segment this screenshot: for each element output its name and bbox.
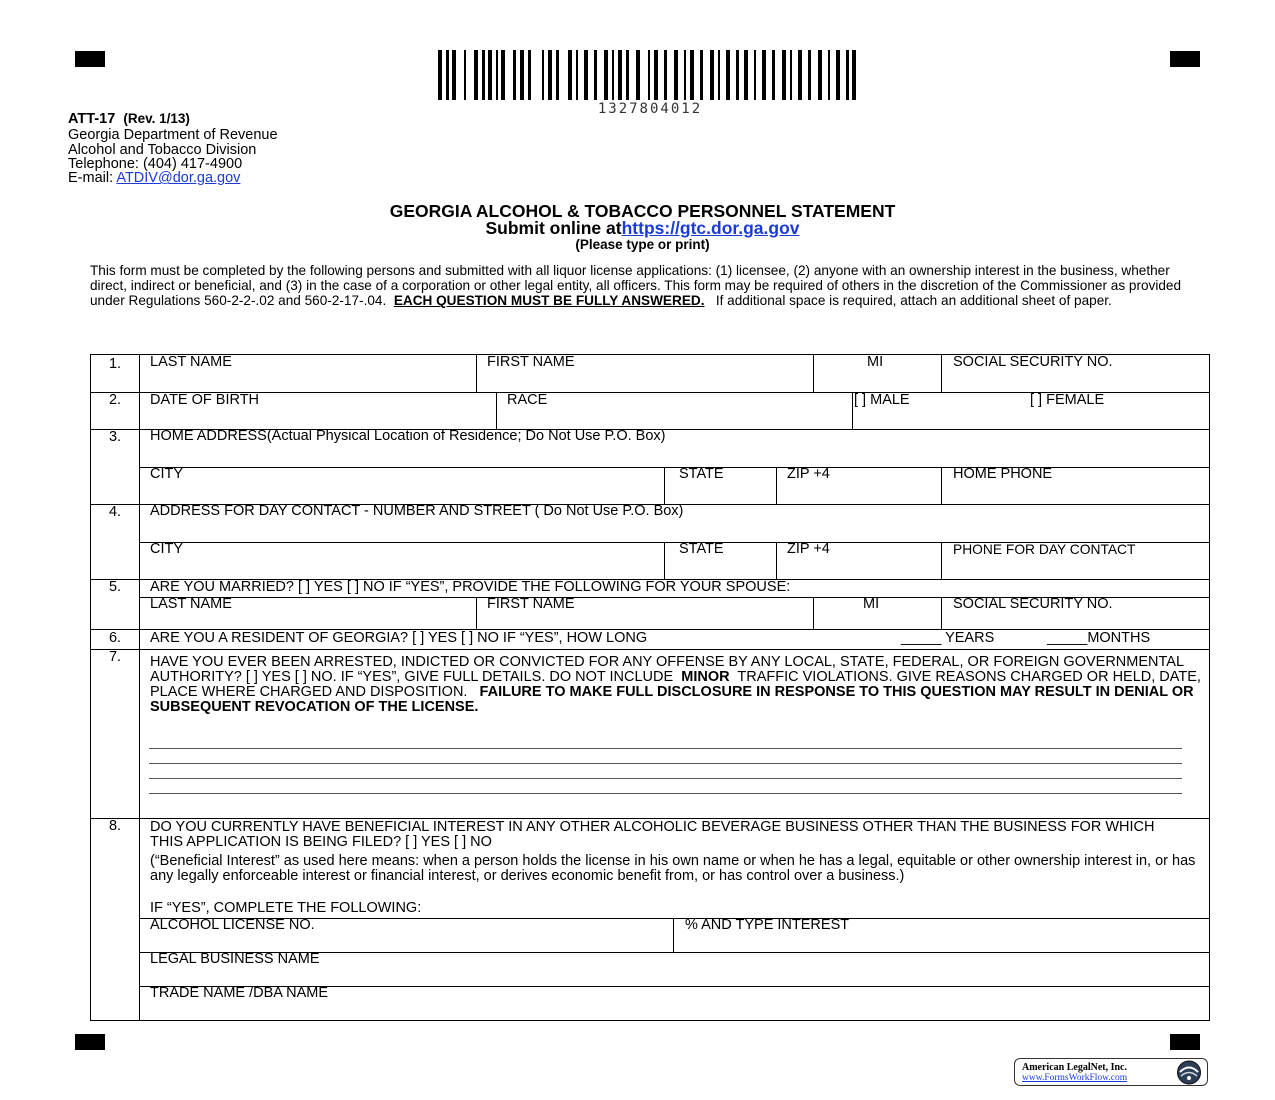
- day-state-field[interactable]: [665, 542, 776, 579]
- agency-division: Alcohol and Tobacco Division: [68, 141, 257, 158]
- day-city-label: CITY: [150, 541, 184, 557]
- day-city-field[interactable]: [140, 542, 664, 579]
- interest-type-label: % AND TYPE INTEREST: [685, 917, 850, 933]
- spouse-mi-label: MI: [863, 596, 880, 612]
- section-4-number: 4.: [108, 504, 122, 520]
- ssn-label: SOCIAL SECURITY NO.: [953, 354, 1113, 370]
- married-question[interactable]: ARE YOU MARRIED? [ ] YES [ ] NO IF “YES”, PROVIDE THE FOLLOWING FOR YOUR SPOUSE:: [150, 579, 791, 595]
- resident-months-field[interactable]: _____MONTHS: [1047, 630, 1151, 646]
- section-5-number: 5.: [108, 579, 122, 595]
- submit-url-link[interactable]: https://gtc.dor.ga.gov: [621, 218, 800, 238]
- email-label: E-mail:: [68, 170, 114, 187]
- home-state-label: STATE: [679, 466, 724, 482]
- home-state-field[interactable]: [665, 467, 776, 504]
- home-city-label: CITY: [150, 466, 184, 482]
- day-zip-field[interactable]: [777, 542, 941, 579]
- submit-label: Submit online at: [485, 218, 622, 238]
- interest-type-field[interactable]: [674, 918, 1209, 952]
- globe-logo-icon: [1173, 1060, 1205, 1085]
- arrest-details-line[interactable]: [149, 793, 1182, 794]
- home-zip-field[interactable]: [777, 467, 941, 504]
- type-note: (Please type or print): [575, 237, 710, 252]
- day-phone-field[interactable]: [942, 542, 1209, 579]
- section-2-number: 2.: [108, 392, 122, 408]
- legal-business-name-field[interactable]: [140, 952, 1209, 986]
- intro-tail: If additional space is required, attach an additional sheet of paper.: [715, 293, 1112, 309]
- trade-name-field[interactable]: [140, 986, 1209, 1020]
- home-phone-label: HOME PHONE: [953, 466, 1053, 482]
- day-state-label: STATE: [679, 541, 724, 557]
- home-address-field[interactable]: [140, 429, 1209, 467]
- last-name-field[interactable]: [140, 355, 476, 392]
- date-of-birth-label: DATE OF BIRTH: [150, 392, 260, 408]
- barcode-number: 1327804012: [597, 101, 703, 117]
- middle-initial-field[interactable]: [814, 355, 941, 392]
- home-zip-label: ZIP +4: [787, 466, 830, 482]
- submit-online: [0, 219, 1275, 238]
- day-address-label: ADDRESS FOR DAY CONTACT - NUMBER AND STREET ( Do Not Use P.O. Box): [150, 503, 684, 519]
- spouse-first-name-label: FIRST NAME: [487, 596, 575, 612]
- male-checkbox[interactable]: [ ] MALE: [854, 392, 910, 408]
- barcode: [438, 50, 858, 102]
- arrest-question-tail: TRAFFIC VIOLATIONS. GIVE REASONS CHARGED OR HELD, DATE, PLACE WHERE CHARGED AND DISPOSITION.: [150, 669, 1201, 700]
- middle-initial-label: MI: [867, 354, 884, 370]
- intro-text: This form must be completed by the following persons and submitted with all liquor license applications: (1) licensee, (2) anyone with an ownership interest in the business, whether direct, indirect or beneficial, and (3) in the case of a corporation or other legal entity, all officers. This form may be required of others in the discretion of the Commissioner as provided under Regulations 560-2-2-.02 and 560-2-17-.04.: [90, 263, 1182, 309]
- agency-header: [68, 112, 278, 185]
- spouse-first-name-field[interactable]: [477, 597, 813, 629]
- agency-name: Georgia Department of Revenue: [68, 127, 278, 144]
- race-field[interactable]: [497, 392, 852, 429]
- section-6-number: 6.: [108, 630, 122, 646]
- race-label: RACE: [507, 392, 548, 408]
- day-address-field[interactable]: [140, 504, 1209, 542]
- arrest-question[interactable]: [150, 655, 1212, 715]
- section-8-number: 8.: [108, 818, 122, 834]
- agency-telephone: Telephone: (404) 417-4900: [68, 155, 243, 172]
- arrest-details-line[interactable]: [149, 778, 1182, 779]
- day-zip-label: ZIP +4: [787, 541, 830, 557]
- spouse-last-name-field[interactable]: [140, 597, 476, 629]
- resident-years-field[interactable]: _____ YEARS: [901, 630, 995, 646]
- arrest-details-line[interactable]: [149, 763, 1182, 764]
- form-title: GEORGIA ALCOHOL & TOBACCO PERSONNEL STATEMENT: [389, 201, 896, 221]
- form-revision: (Rev. 1/13): [123, 111, 190, 126]
- beneficial-interest-question[interactable]: DO YOU CURRENTLY HAVE BENEFICIAL INTEREST IN ANY OTHER ALCOHOLIC BEVERAGE BUSINESS OTHER THAN THE BUSINESS FOR WHICH THIS APPLICATION IS BEING FILED? [ ] YES [ ] NO: [150, 819, 1155, 850]
- intro-emphasis: EACH QUESTION MUST BE FULLY ANSWERED.: [393, 293, 705, 309]
- arrest-question-text: HAVE YOU EVER BEEN ARRESTED, INDICTED OR CONVICTED FOR ANY OFFENSE BY ANY LOCAL, STATE, FEDERAL, OR FOREIGN GOVERNMENTAL AUTHORITY? [ ] YES [ ] NO. IF “YES”, GIVE FULL DETAILS. DO NOT INCLUDE: [150, 654, 1184, 685]
- spouse-mi-field[interactable]: [814, 597, 941, 629]
- section-1-number: 1.: [108, 356, 122, 372]
- forms-workflow-badge[interactable]: [1014, 1058, 1208, 1086]
- section-3-number: 3.: [108, 429, 122, 445]
- arrest-minor: MINOR: [681, 669, 730, 685]
- if-yes-instruction: IF “YES”, COMPLETE THE FOLLOWING:: [150, 900, 422, 916]
- home-address-label: HOME ADDRESS(Actual Physical Location of Residence; Do Not Use P.O. Box): [150, 428, 666, 444]
- registration-mark-top-left: [75, 51, 105, 67]
- alcohol-license-no-field[interactable]: [140, 918, 673, 952]
- ssn-field[interactable]: [942, 355, 1209, 392]
- female-checkbox[interactable]: [ ] FEMALE: [1030, 392, 1105, 408]
- spouse-last-name-label: LAST NAME: [150, 596, 232, 612]
- personnel-form: [90, 354, 1210, 1021]
- form-id: ATT-17: [68, 111, 116, 127]
- beneficial-interest-definition: (“Beneficial Interest” as used here means: when a person holds the license in his own name or when he has a legal, equitable or other ownership interest in, or has any legally enforceable interest or financial interest, or derives economic benefit from, or has control over a business.): [150, 853, 1196, 884]
- footer-website[interactable]: www.FormsWorkFlow.com: [1022, 1073, 1128, 1083]
- resident-question[interactable]: ARE YOU A RESIDENT OF GEORGIA? [ ] YES [ ] NO IF “YES”, HOW LONG: [150, 630, 648, 646]
- spouse-ssn-field[interactable]: [942, 597, 1209, 629]
- email-link[interactable]: ATDIV@dor.ga.gov: [116, 170, 241, 187]
- arrest-details-line[interactable]: [149, 748, 1182, 749]
- spouse-ssn-label: SOCIAL SECURITY NO.: [953, 596, 1113, 612]
- last-name-label: LAST NAME: [150, 354, 232, 370]
- trade-name-label: TRADE NAME /DBA NAME: [150, 985, 329, 1001]
- footer-company: American LegalNet, Inc.: [1022, 1062, 1127, 1073]
- registration-mark-top-right: [1170, 51, 1200, 67]
- first-name-label: FIRST NAME: [487, 354, 575, 370]
- arrest-warning: FAILURE TO MAKE FULL DISCLOSURE IN RESPONSE TO THIS QUESTION MAY RESULT IN DENIAL OR SUBSEQUENT REVOCATION OF THE LICENSE.: [150, 684, 1194, 715]
- section-7-number: 7.: [108, 649, 122, 665]
- legal-business-name-label: LEGAL BUSINESS NAME: [150, 951, 320, 967]
- home-phone-field[interactable]: [942, 467, 1209, 504]
- registration-mark-bottom-right: [1170, 1034, 1200, 1050]
- alcohol-license-no-label: ALCOHOL LICENSE NO.: [150, 917, 315, 933]
- intro-paragraph: [90, 263, 1210, 309]
- day-phone-label: PHONE FOR DAY CONTACT: [953, 542, 1136, 557]
- registration-mark-bottom-left: [75, 1034, 105, 1050]
- first-name-field[interactable]: [477, 355, 813, 392]
- home-city-field[interactable]: [140, 467, 664, 504]
- date-of-birth-field[interactable]: [140, 392, 496, 429]
